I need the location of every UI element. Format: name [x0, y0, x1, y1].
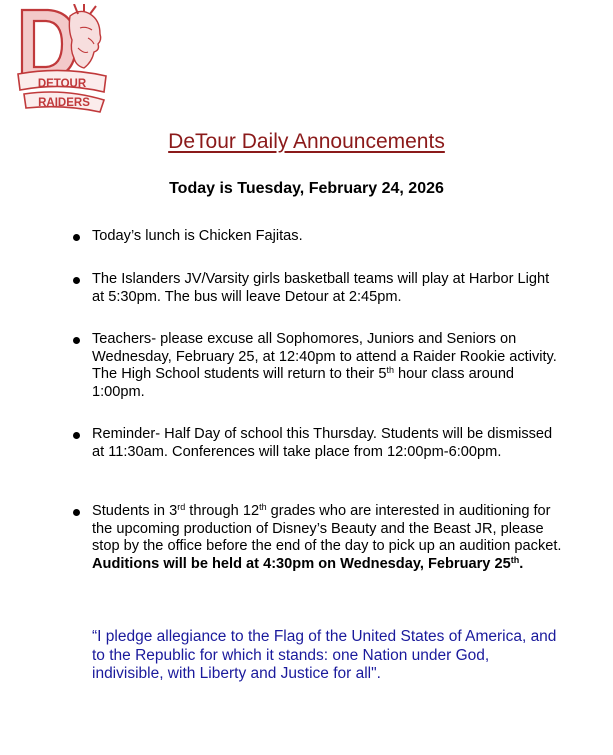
page-title: DeTour Daily Announcements: [168, 130, 445, 153]
announcement-item: [92, 228, 562, 246]
announcement-text: Today’s lunch is Chicken Fajitas.: [92, 228, 303, 244]
announcement-item: [92, 271, 562, 306]
detour-raiders-logo: [14, 4, 110, 116]
announcement-text: The Islanders JV/Varsity girls basketball teams will play at Harbor Light at 5:30pm. The bus will leave Detour at 2:45pm.: [92, 271, 550, 305]
audition-time: Auditions will be held at 4:30pm on Wednesday, February 25th.: [92, 554, 524, 572]
logo-line2: RAIDERS: [38, 97, 90, 109]
bullet-icon: [73, 234, 80, 241]
bullet-icon: [73, 509, 80, 516]
announcement-text: Reminder- Half Day of school this Thursday. Students will be dismissed at 11:30am. Conferences will take place from 12:00pm-6:00pm.: [92, 426, 553, 460]
announcement-item: [92, 426, 562, 461]
bullet-icon: [73, 337, 80, 344]
logo-head-icon: [69, 11, 100, 68]
announcement-item: [92, 503, 562, 573]
bullet-icon: [73, 277, 80, 284]
logo-line1: DETOUR: [37, 78, 87, 90]
bullet-icon: [73, 432, 80, 439]
date-line: Today is Tuesday, February 24, 2026: [169, 180, 444, 197]
pledge-of-allegiance: “I pledge allegiance to the Flag of the United States of America, and to the Republic for which it stands: one Nation under God, indivisible, with Liberty and Justice for all".: [92, 628, 557, 682]
announcement-item: [92, 331, 562, 401]
logo-d-shape: [22, 10, 76, 78]
announcement-text: Students in 3rd through 12th grades who are interested in auditioning for the upcoming production of Disney’s Beauty and the Beast JR, please stop by the office before the end of the day to pick up an audition packet. Auditions will be held at 4:30pm on Wednesday, February 25th.: [92, 502, 562, 572]
announcement-text: Teachers- please excuse all Sophomores, Juniors and Seniors on Wednesday, February 25, at 12:40pm to attend a Raider Rookie activity. The High School students will return to their 5th hour class around 1:00pm.: [92, 331, 557, 400]
